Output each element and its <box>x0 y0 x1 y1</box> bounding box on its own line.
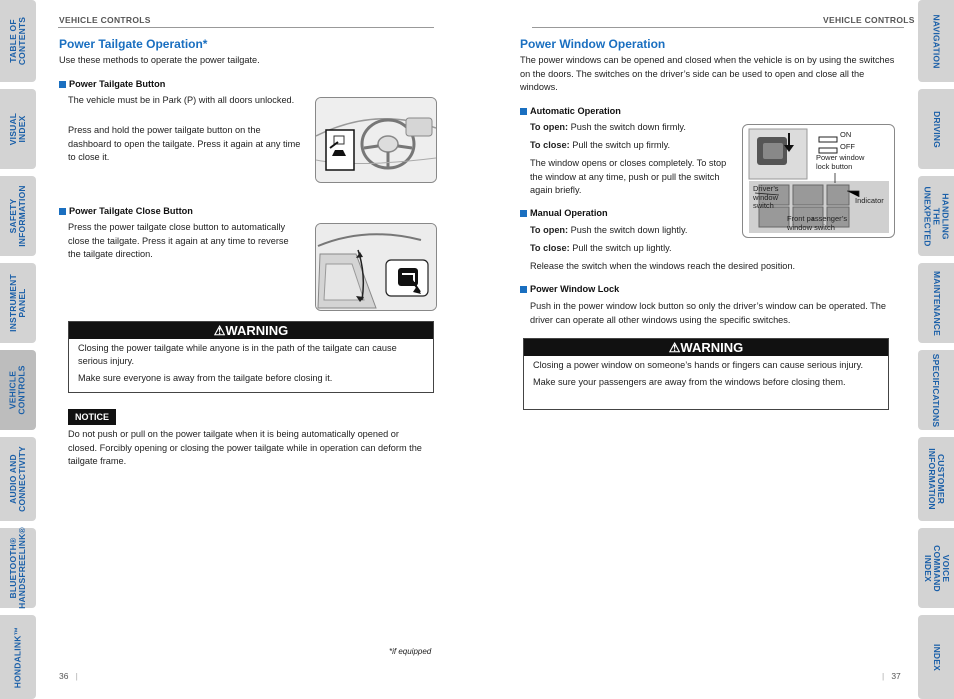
instruction-open <box>530 121 740 135</box>
page-title: Power Window Operation <box>520 37 666 51</box>
tab-label: TABLE OF CONTENTS <box>8 16 28 66</box>
bullet-square <box>520 108 527 115</box>
page-number <box>59 671 78 681</box>
instruction-open <box>530 224 740 238</box>
subheading-label: Automatic Operation <box>530 106 621 116</box>
right-tab-column <box>918 0 954 699</box>
window-warning-box <box>523 338 889 410</box>
bullet-square <box>59 208 66 215</box>
diagram-label-on: ON <box>840 130 852 139</box>
bullet-square <box>59 81 66 88</box>
instruction-close <box>530 139 740 153</box>
tab-label: VOICE COMMAND INDEX <box>922 544 951 592</box>
instruction-close <box>530 242 740 256</box>
tailgate-drawing <box>316 224 436 310</box>
window-switch-illustration <box>742 124 895 238</box>
dashboard-drawing <box>316 98 436 182</box>
tab-label: AUDIO AND CONNECTIVITY <box>8 446 27 512</box>
left-header-rule <box>58 27 434 28</box>
right-section-header: VEHICLE CONTROLS <box>823 15 915 25</box>
tab-label: INSTRUMENT PANEL <box>8 274 28 332</box>
tab-maintenance[interactable] <box>918 263 954 343</box>
warning-text: Make sure everyone is away from the tailgate before closing it. <box>78 373 333 383</box>
instruction-text: Push the switch down firmly. <box>568 122 686 132</box>
tab-label: HONDALINK™ <box>12 626 23 688</box>
warning-text: Closing the power tailgate while anyone is in the path of the tailgate can cause serious injury. <box>78 343 397 366</box>
subheading-tailgate-button <box>59 79 165 89</box>
warning-body <box>524 356 888 396</box>
tab-safety-information[interactable] <box>0 176 36 256</box>
tab-handling-the-unexpected[interactable] <box>918 176 954 256</box>
tab-instrument-panel[interactable] <box>0 263 36 343</box>
warning-icon: ⚠ <box>668 340 681 355</box>
warning-label: WARNING <box>680 340 744 355</box>
instruction-text: Pull the switch up lightly. <box>569 243 672 253</box>
subheading-tailgate-close-button <box>59 206 193 216</box>
tab-label: MAINTENANCE <box>931 270 942 336</box>
warning-label: WARNING <box>225 323 289 338</box>
dashboard-illustration <box>315 97 437 183</box>
tab-label: SAFETY INFORMATION <box>8 185 28 247</box>
tab-label: BLUETOOTH® HANDSFREELINK® <box>8 527 28 609</box>
tab-label: CUSTOMER INFORMATION <box>927 448 947 510</box>
page-number-value: 37 <box>891 671 901 681</box>
diagram-label-front-passenger-switch: Front passenger’s window switch <box>787 214 848 232</box>
subheading-power-window-lock <box>520 284 619 294</box>
bullet-square <box>520 286 527 293</box>
subheading-automatic-operation <box>520 106 621 116</box>
warning-icon: ⚠ <box>213 323 226 338</box>
instruction-label: To close: <box>530 243 570 253</box>
right-header-rule <box>532 27 904 28</box>
intro-text: The power windows can be opened and closed when the vehicle is on by using the switches on the doors. The switches on the driver’s side can be used to open and close all the windows. <box>520 55 895 92</box>
tab-specifications[interactable] <box>918 350 954 430</box>
subheading-label: Power Window Lock <box>530 284 620 294</box>
subheading-label: Manual Operation <box>530 208 608 218</box>
warning-text: Make sure your passengers are away from the windows before closing them. <box>533 377 846 387</box>
notice-badge: NOTICE <box>68 409 116 425</box>
diagram-label-lock-button: Power window lock button <box>816 153 865 171</box>
instruction-text: Pull the switch up firmly. <box>569 140 671 150</box>
tab-table-of-contents[interactable] <box>0 0 36 82</box>
bullet-square <box>520 210 527 217</box>
tailgate-warning-box <box>68 321 434 393</box>
tab-label: INDEX <box>931 643 942 671</box>
page-number-divider: | <box>882 671 885 681</box>
tab-label: VISUAL INDEX <box>8 112 27 146</box>
tab-navigation[interactable] <box>918 0 954 82</box>
tab-customer-information[interactable] <box>918 437 954 521</box>
page-number <box>882 671 901 681</box>
tab-index[interactable] <box>918 615 954 699</box>
paragraph: Press and hold the power tailgate button on the dashboard to open the tailgate. Press it again at any time to close it. <box>68 125 301 162</box>
tab-vehicle-controls[interactable] <box>0 350 36 430</box>
warning-banner <box>524 339 888 356</box>
tab-label: SPECIFICATIONS <box>931 353 942 427</box>
paragraph: Push in the power window lock button so only the driver’s window can be operated. The driver can operate all other windows using the specific switches. <box>530 301 886 325</box>
subheading-manual-operation <box>520 208 608 218</box>
page-number-divider: | <box>75 671 78 681</box>
paragraph: The window opens or closes completely. To stop the window at any time, push or pull the switch again briefly. <box>530 158 727 195</box>
notice-text: Do not push or pull on the power tailgate when it is being automatically opened or closed. Forcibly opening or closing the power tailgate while in operation can deform the tailgate frame. <box>68 429 422 466</box>
diagram-label-indicator: Indicator <box>855 196 884 205</box>
tab-label: DRIVING <box>931 110 942 148</box>
instruction-text: Push the switch down lightly. <box>568 225 688 235</box>
instruction-label: To open: <box>530 225 569 235</box>
instruction-label: To open: <box>530 122 569 132</box>
paragraph: Release the switch when the windows reach the desired position. <box>530 261 796 271</box>
tab-driving[interactable] <box>918 89 954 169</box>
paragraph: Press the power tailgate close button to automatically close the tailgate. Press it again at any time to reverse the tailgate direction. <box>68 222 289 259</box>
tab-label: NAVIGATION <box>931 13 942 69</box>
tab-bluetooth-handsfreelink[interactable] <box>0 528 36 608</box>
left-section-header: VEHICLE CONTROLS <box>59 15 151 25</box>
tab-audio-and-connectivity[interactable] <box>0 437 36 521</box>
paragraph: The vehicle must be in Park (P) with all doors unlocked. <box>68 95 295 105</box>
page-title: Power Tailgate Operation* <box>59 37 208 51</box>
diagram-label-off: OFF <box>840 142 855 151</box>
instruction-label: To close: <box>530 140 570 150</box>
left-tab-column <box>0 0 36 699</box>
tab-visual-index[interactable] <box>0 89 36 169</box>
page-number-value: 36 <box>59 671 69 681</box>
tab-label: HANDLING THE UNEXPECTED <box>922 185 951 247</box>
tab-hondalink[interactable] <box>0 615 36 699</box>
warning-text: Closing a power window on someone’s hands or fingers can cause serious injury. <box>533 360 864 370</box>
diagram-label-drivers-switch: Driver’s window switch <box>753 184 779 210</box>
intro-text: Use these methods to operate the power tailgate. <box>59 55 260 65</box>
tailgate-illustration <box>315 223 437 311</box>
tab-voice-command-index[interactable] <box>918 528 954 608</box>
warning-body <box>69 339 433 392</box>
warning-banner <box>69 322 433 339</box>
subheading-label: Power Tailgate Close Button <box>69 206 193 216</box>
subheading-label: Power Tailgate Button <box>69 79 166 89</box>
tab-label: VEHICLE CONTROLS <box>8 365 28 415</box>
footnote: *if equipped <box>389 647 432 656</box>
